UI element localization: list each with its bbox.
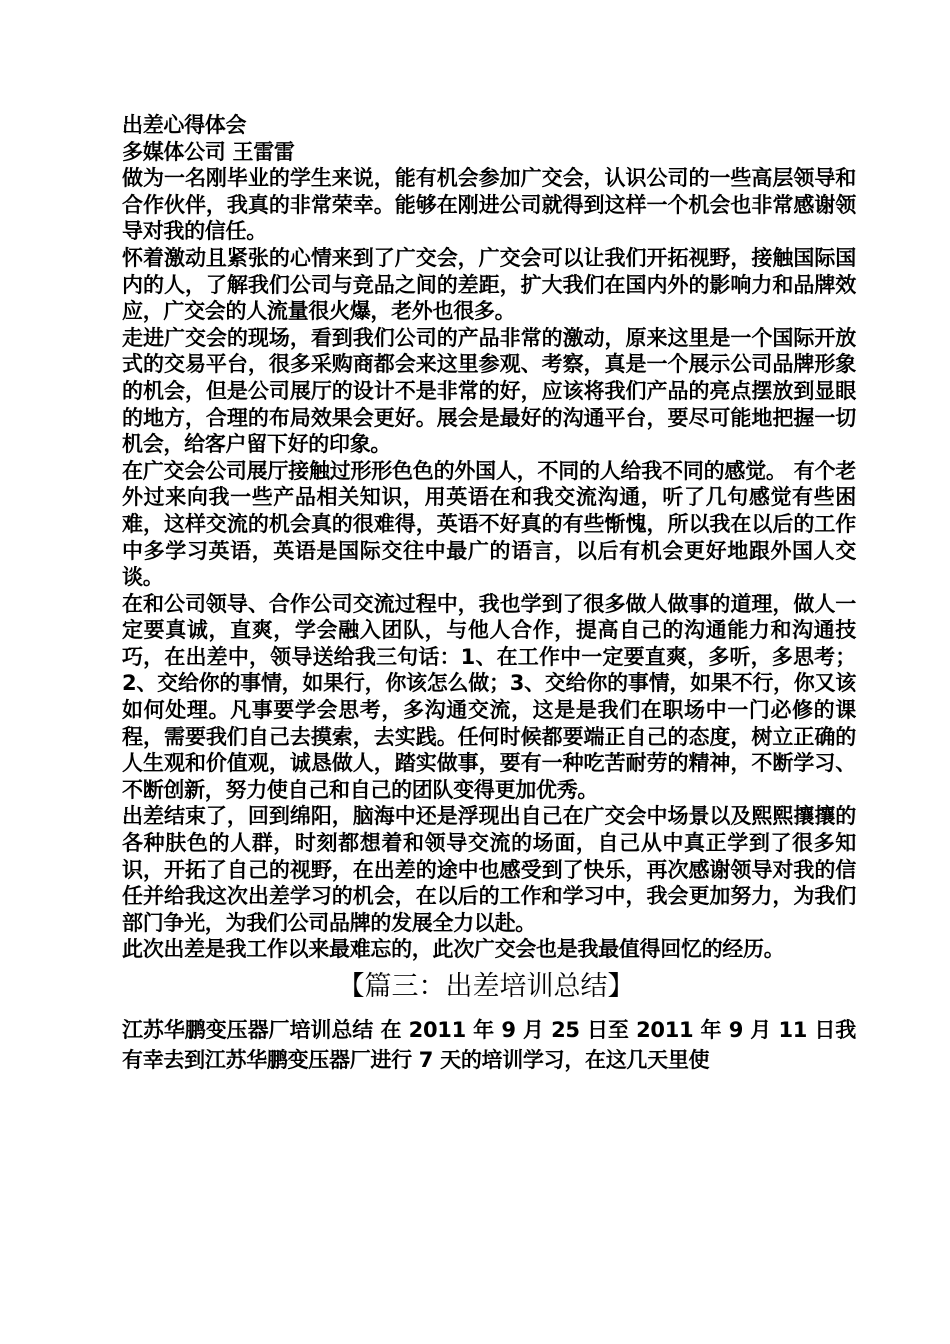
body-paragraph-5: 在和公司领导、合作公司交流过程中，我也学到了很多做人做事的道理，做人一定要真诚，直爽，学会融入团队，与他人合作，提高自己的沟通能力和沟通技巧，在出差中，领导送给我三句话：1、在工作中一定要直爽，多听，多思考；2、交给你的事情，如果行，你该怎么做；3、交给你的事情，如果不行，你又该如何处理。凡事要学会思考，多沟通交流，这是是我们在职场中一门必修的课程，需要我们自己去摸索，去实践。任何时候都要端正自己的态度，树立正确的人生观和价值观，诚恳做人，踏实做事，要有一种吃苦耐劳的精神，不断学习、不断创新，努力使自己和自己的团队变得更加优秀。 — [122, 591, 856, 802]
document-page — [116, 112, 856, 1075]
body-paragraph-4: 在广交会公司展厅接触过形形色色的外国人，不同的人给我不同的感觉。 有个老外过来向我一些产品相关知识，用英语在和我交流沟通，听了几句感觉有些困难，这样交流的机会真的很难得，英语不好真的有些惭愧，所以我在以后的工作中多学习英语，英语是国际交往中最广的语言，以后有机会更好地跟外国人交谈。 — [122, 458, 856, 590]
body-paragraph-1: 做为一名刚毕业的学生来说，能有机会参加广交会，认识公司的一些高层领导和合作伙伴，我真的非常荣幸。能够在刚进公司就得到这样一个机会也非常感谢领导对我的信任。 — [122, 166, 856, 244]
section-heading: 【篇三：出差培训总结】 — [337, 971, 635, 1002]
body-paragraph-7: 此次出差是我工作以来最难忘的，此次广交会也是我最值得回忆的经历。 — [122, 937, 785, 962]
document-title: 出差心得体会 — [122, 113, 247, 137]
section-paragraph: 江苏华鹏变压器厂培训总结 在 2011 年 9 月 25 日至 2011 年 9 月 11 日我有幸去到江苏华鹏变压器厂进行 7 天的培训学习，在这几天里使 — [122, 1018, 856, 1072]
author-line: 多媒体公司 王雷雷 — [122, 139, 295, 164]
body-paragraph-2: 怀着激动且紧张的心情来到了广交会，广交会可以让我们开拓视野，接触国际国内的人，了解我们公司与竞品之间的差距，扩大我们在国内外的影响力和品牌效应，广交会的人流量很火爆，老外也很多。 — [122, 245, 856, 324]
body-paragraph-6: 出差结束了，回到绵阳，脑海中还是浮现出自己在广交会中场景以及熙熙攘攘的各种肤色的人群，时刻都想着和领导交流的场面，自己从中真正学到了很多知识，开拓了自己的视野，在出差的途中也感受到了快乐，再次感谢领导对我的信任并给我这次出差学习的机会，在以后的工作和学习中，我会更加努力，为我们部门争光，为我们公司品牌的发展全力以赴。 — [122, 804, 856, 935]
body-paragraph-3: 走进广交会的现场，看到我们公司的产品非常的激动，原来这里是一个国际开放式的交易平台，很多采购商都会来这里参观、考察，真是一个展示公司品牌形象的机会，但是公司展厅的设计不是非常的好，应该将我们产品的亮点摆放到显眼的地方，合理的布局效果会更好。展会是最好的沟通平台，要尽可能地把握一切机会，给客户留下好的印象。 — [122, 325, 856, 457]
